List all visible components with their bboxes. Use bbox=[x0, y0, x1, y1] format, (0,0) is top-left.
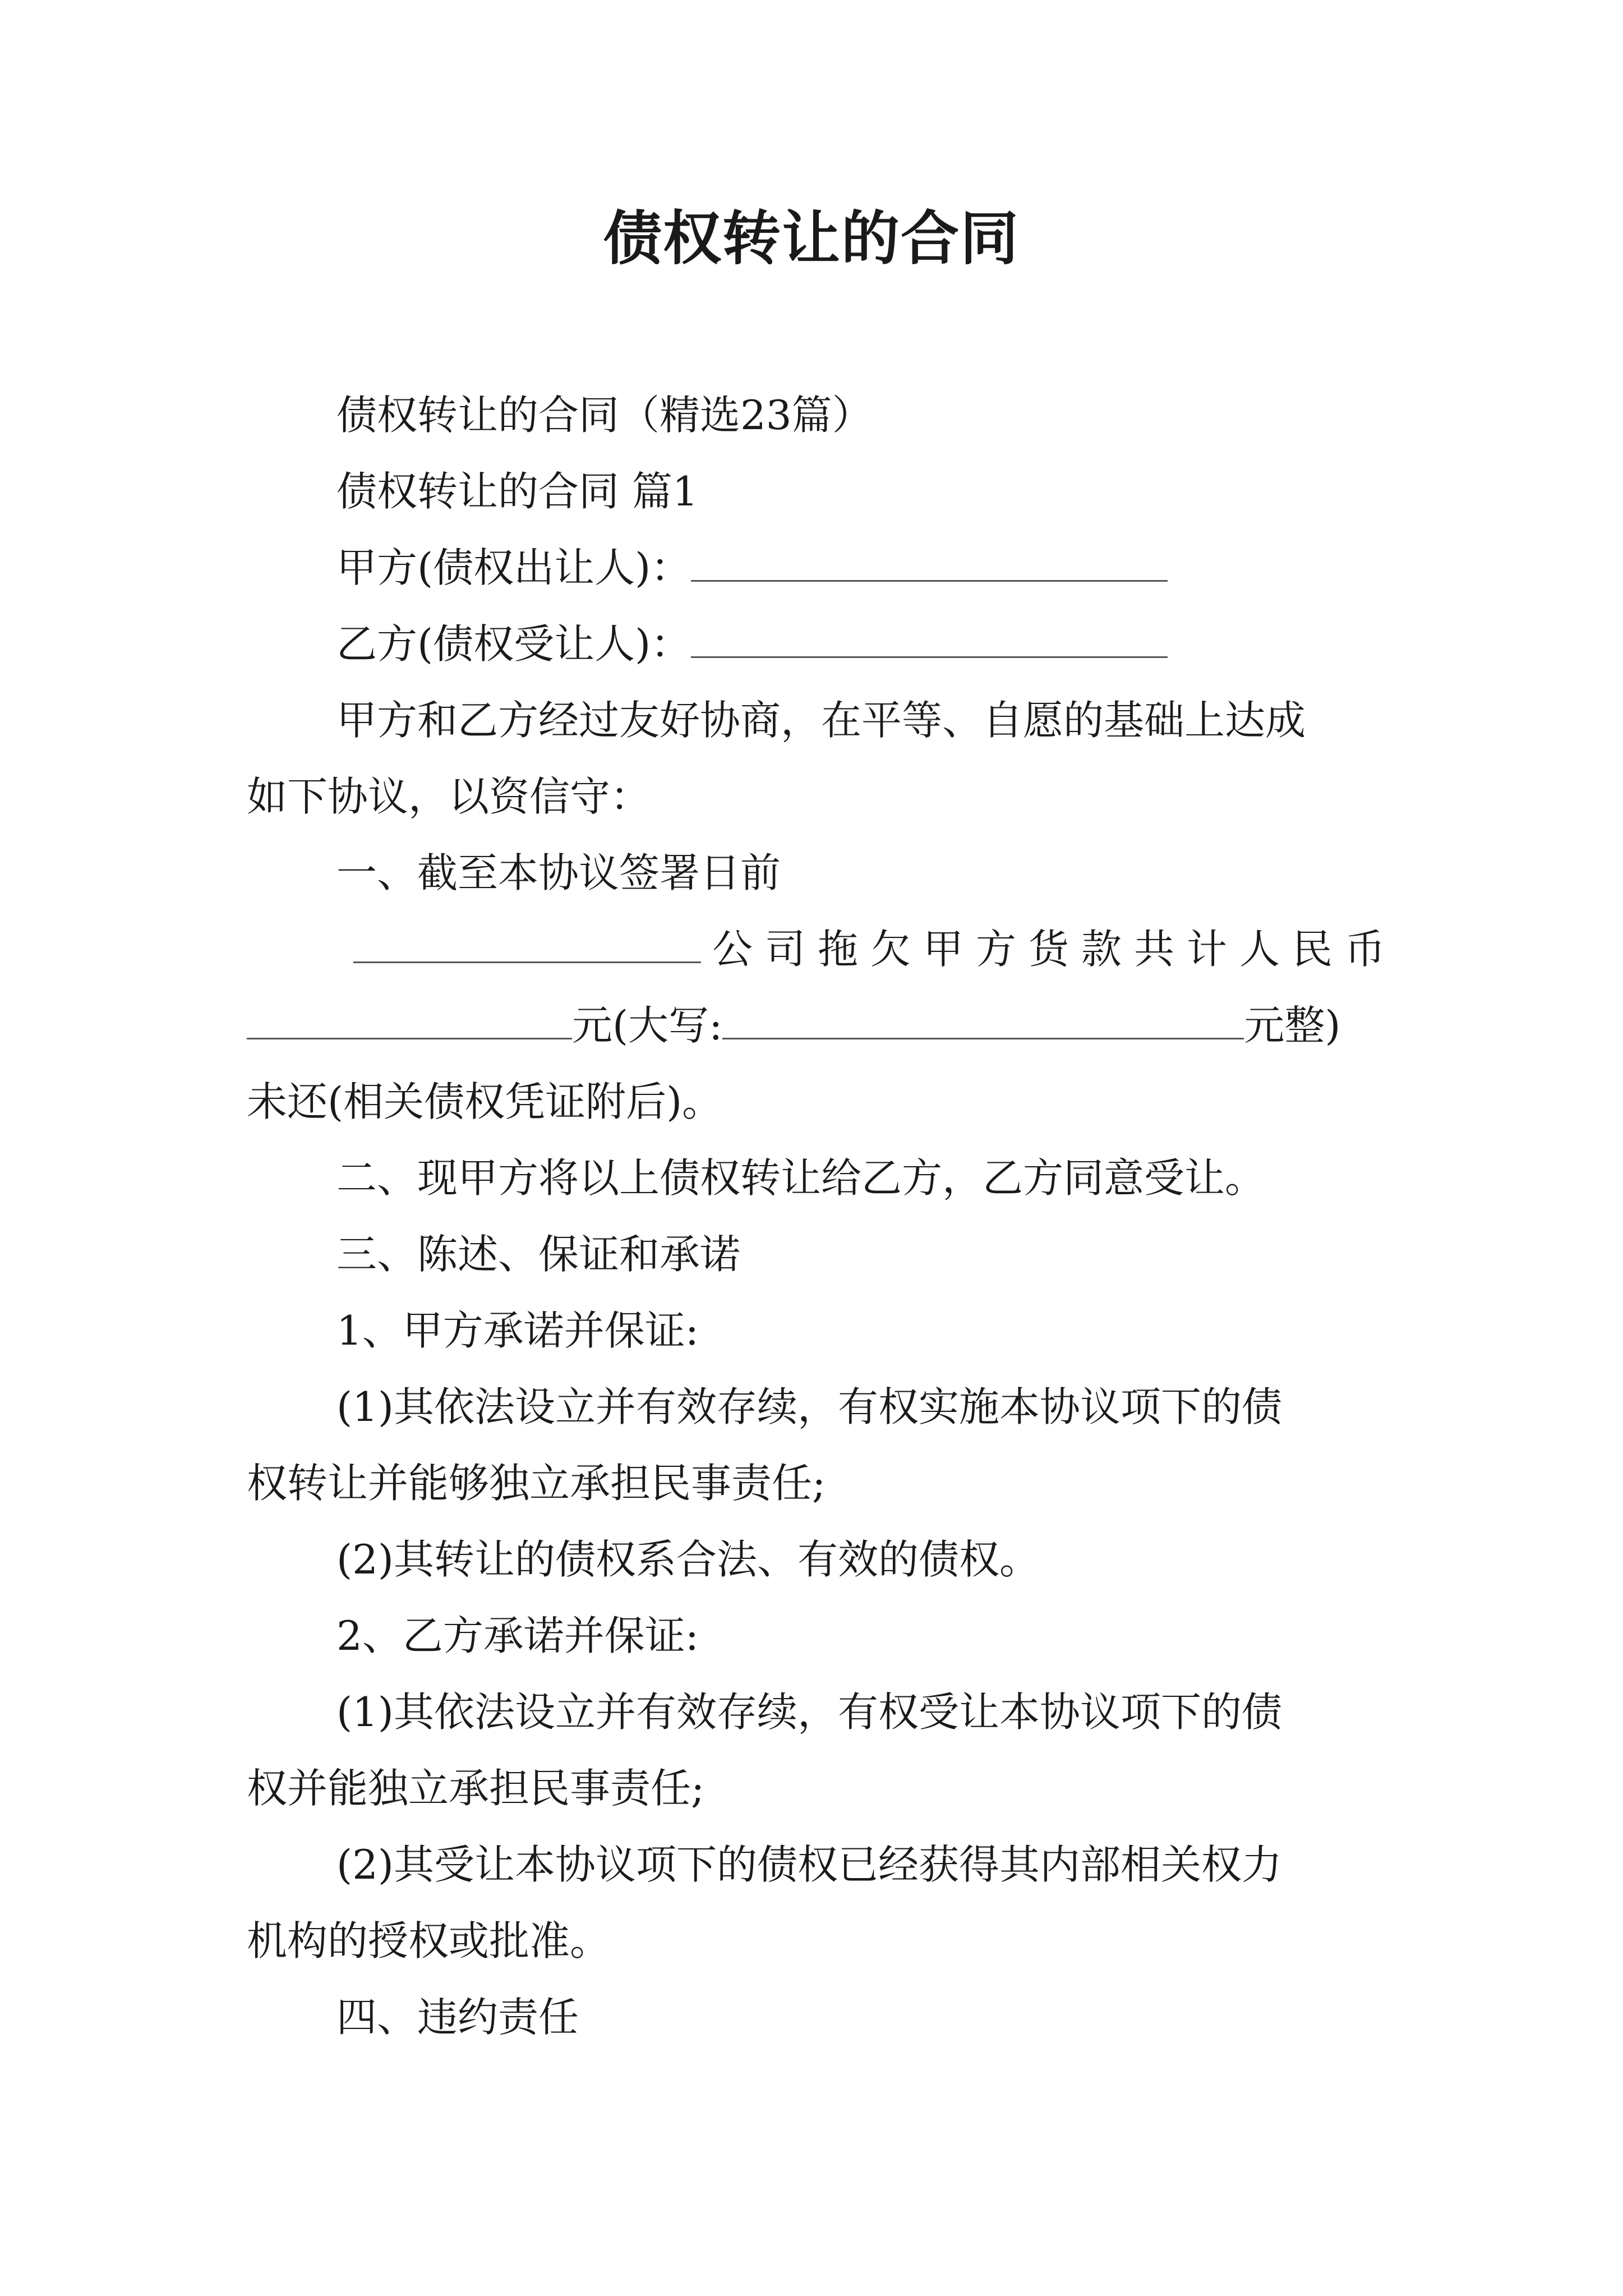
clause-3-2-a-line-1: (1)其依法设立并有效存续，有权受让本协议项下的债 bbox=[336, 1688, 1282, 1736]
document-title: 债权转让的合同 bbox=[603, 204, 1020, 273]
party-a-blank bbox=[691, 541, 1168, 582]
section-heading: 债权转让的合同 篇1 bbox=[336, 468, 698, 515]
clause-3-2-b-line-2: 机构的授权或批准。 bbox=[247, 1917, 611, 1964]
clause-3-heading: 三、陈述、保证和承诺 bbox=[336, 1231, 741, 1278]
amount-words-blank bbox=[722, 999, 1244, 1039]
clause-1-amount-line bbox=[247, 997, 1340, 1053]
clause-1-company-line bbox=[353, 921, 701, 977]
party-b-blank bbox=[691, 617, 1168, 658]
clause-3-1-a-line-2: 权转让并能够独立承担民事责任; bbox=[247, 1460, 826, 1507]
clause-3-2-heading: 2、乙方承诺并保证: bbox=[336, 1612, 699, 1659]
clause-2: 二、现甲方将以上债权转让给乙方，乙方同意受让。 bbox=[336, 1154, 1266, 1202]
party-a-label: 甲方(债权出让人)： bbox=[336, 544, 691, 591]
clause-3-1-a-line-1: (1)其依法设立并有效存续，有权实施本协议项下的债 bbox=[336, 1383, 1282, 1430]
document-subtitle: 债权转让的合同（精选23篇） bbox=[336, 392, 873, 439]
clause-3-1-b: (2)其转让的债权系合法、有效的债权。 bbox=[336, 1536, 1040, 1583]
intro-line-2: 如下协议，以资信守： bbox=[247, 773, 651, 820]
party-b-label: 乙方(债权受让人)： bbox=[336, 620, 691, 668]
clause-3-1-heading: 1、甲方承诺并保证: bbox=[336, 1307, 699, 1354]
party-a-line bbox=[336, 540, 1168, 596]
clause-3-2-b-line-1: (2)其受让本协议项下的债权已经获得其内部相关权力 bbox=[336, 1841, 1282, 1888]
amount-blank bbox=[247, 999, 572, 1039]
clause-1-company-text: 公司拖欠甲方货款共计人民币 bbox=[712, 926, 1385, 973]
clause-3-2-a-line-2: 权并能独立承担民事责任; bbox=[247, 1765, 705, 1812]
intro-line-1: 甲方和乙方经过友好协商，在平等、自愿的基础上达成 bbox=[336, 697, 1306, 744]
company-blank bbox=[353, 922, 701, 963]
clause-4-heading: 四、违约责任 bbox=[336, 1994, 579, 2041]
clause-1-heading: 一、截至本协议签署日前 bbox=[336, 849, 781, 896]
clause-1-yuan: 元(大写: bbox=[572, 1002, 723, 1049]
party-b-line bbox=[336, 616, 1168, 672]
clause-1-end: 未还(相关债权凭证附后)。 bbox=[247, 1078, 723, 1125]
clause-1-yuan-whole: 元整) bbox=[1244, 1002, 1341, 1049]
